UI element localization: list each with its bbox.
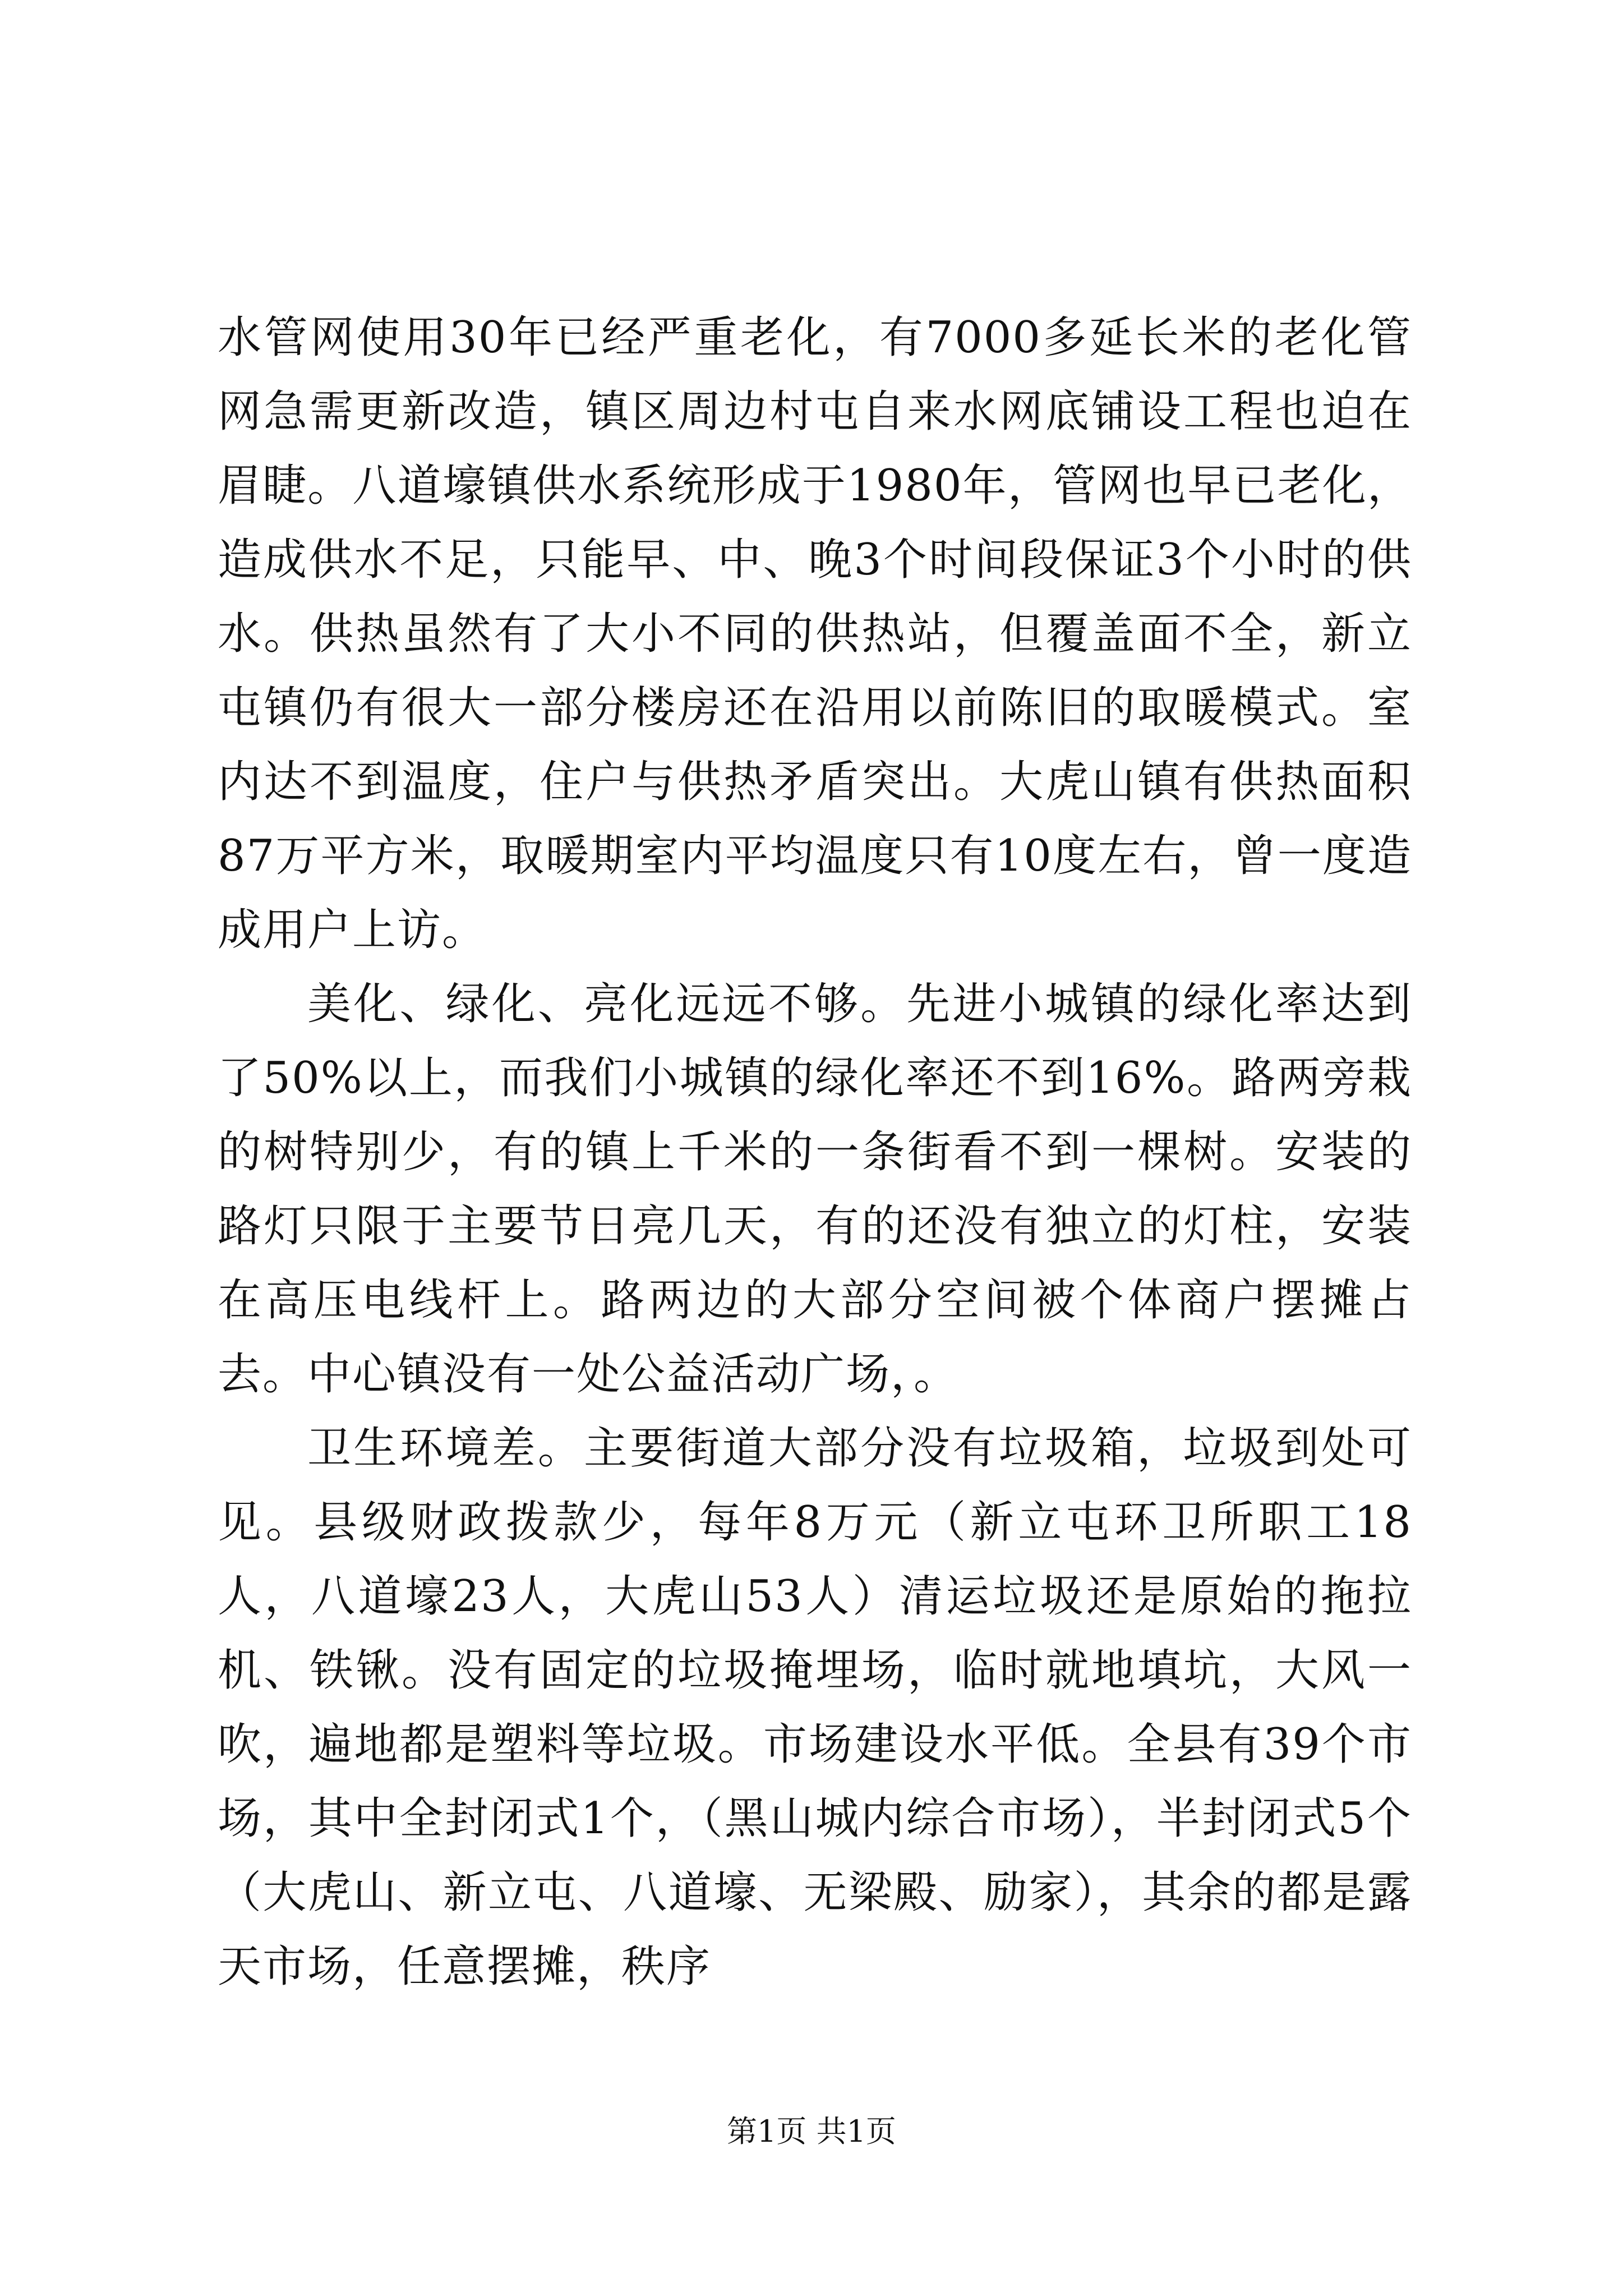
page-footer: 第1页 共1页 <box>727 2114 896 2149</box>
paragraph-1: 水管网使用30年已经严重老化，有7000多延长米的老化管网急需更新改造，镇区周边村屯自来水网底铺设工程也迫在眉睫。八道壕镇供水系统形成于1980年，管网也早已老化，造成供水不足，只能早、中、晚3个时间段保证3个小时的供水。供热虽然有了大小不同的供热站，但覆盖面不全，新立屯镇仍有很大一部分楼房还在沿用以前陈旧的取暖模式。室内达不到温度，住户与供热矛盾突出。大虎山镇有供热面积87万平方米，取暖期室内平均温度只有10度左右，曾一度造成用户上访。 <box>218 312 1412 955</box>
paragraph-3: 卫生环境差。主要街道大部分没有垃圾箱，垃圾到处可见。县级财政拨款少，每年8万元（新立屯环卫所职工18人，八道壕23人，大虎山53人）清运垃圾还是原始的拖拉机、铁锹。没有固定的垃圾掩埋场，临时就地填坑，大风一吹，遍地都是塑料等垃圾。市场建设水平低。全县有39个市场，其中全封闭式1个，（黑山城内综合市场），半封闭式5个（大虎山、新立屯、八道壕、无梁殿、励家），其余的都是露天市场，任意摆摊，秩序 <box>218 1423 1412 1992</box>
paragraph-2: 美化、绿化、亮化远远不够。先进小城镇的绿化率达到了50%以上，而我们小城镇的绿化率还不到16%。路两旁栽的树特别少，有的镇上千米的一条街看不到一棵树。安装的路灯只限于主要节日亮几天，有的还没有独立的灯柱，安装在高压电线杆上。路两边的大部分空间被个体商户摆摊占去。中心镇没有一处公益活动广场，。 <box>218 979 1412 1400</box>
document-body <box>218 301 1412 2004</box>
